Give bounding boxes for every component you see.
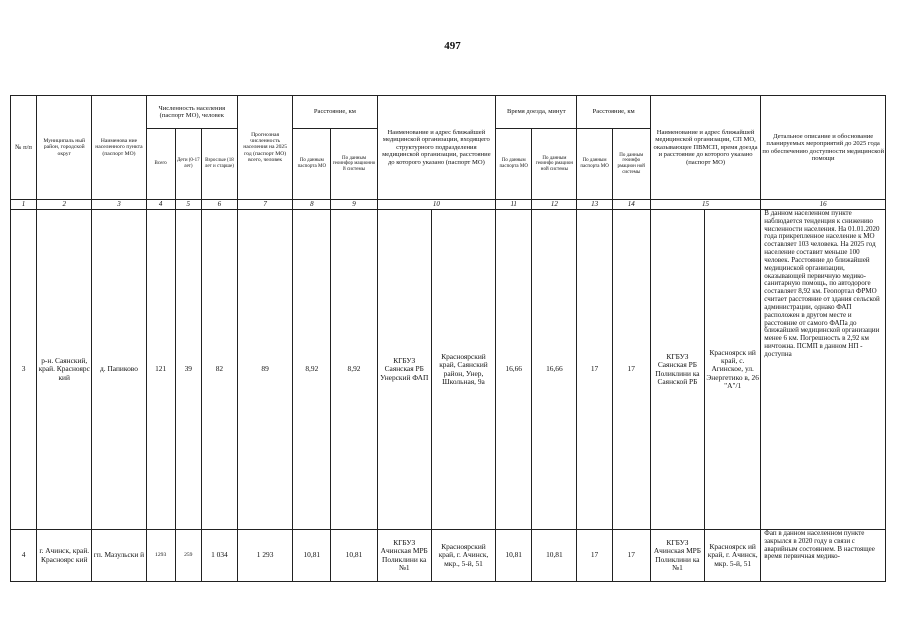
pvmsp-address-cell: Красноярск ий край, с. Агинское, ул. Энергетико в, 26 "А"/1: [705, 210, 761, 530]
column-number: 13: [577, 200, 612, 210]
population-adults-cell: 1 034: [201, 530, 237, 582]
population-total-cell: 1293: [146, 530, 175, 582]
distance-geo-cell: 8,92: [331, 210, 377, 530]
column-number: 3: [92, 200, 146, 210]
pvmsp-name-cell: КГБУЗ Ачинская МРБ Поликлини ка №1: [650, 530, 704, 582]
distance2-passport-cell: 17: [577, 530, 612, 582]
mo-address-cell: Красноярский край, Саянский район, Унер, Школьная, 9а: [431, 210, 495, 530]
pvmsp-address-cell: Красноярск ий край, г. Ачинск, мкр. 5-й, 51: [705, 530, 761, 582]
header-time-passport: По данным паспорта МО: [496, 129, 532, 200]
header-distance-geo: По данным геоинфор мационно й системы: [331, 129, 377, 200]
population-adults-cell: 82: [201, 210, 237, 530]
distance-geo-cell: 10,81: [331, 530, 377, 582]
population-children-cell: 259: [175, 530, 201, 582]
time-geo-cell: 10,81: [532, 530, 577, 582]
column-number: 8: [293, 200, 331, 210]
settlement-cell: гп. Мазульски й: [92, 530, 146, 582]
header-distance2-passport: По данным паспорта МО: [577, 129, 612, 200]
table-row: [11, 530, 886, 582]
header-population-total: Всего: [146, 129, 175, 200]
pvmsp-name-cell: КГБУЗ Саянская РБ Поликлини ка Саянской РБ: [650, 210, 704, 530]
header-time-geo: По данным геоинфо рмацион ной системы: [532, 129, 577, 200]
column-number: 6: [201, 200, 237, 210]
forecast-cell: 89: [238, 210, 293, 530]
page-number: 497: [444, 40, 461, 52]
header-description: Детальное описание и обоснование планируемых мероприятий до 2025 года по обеспечению доступности медицинской помощи: [761, 96, 886, 200]
header-nearest-pvmsp: Наименование и адрес ближайшей медицинской организации, СП МО, оказывающее ПВМСП, время доезда и расстояние до которого указано (паспорт МО): [650, 96, 760, 200]
distance2-geo-cell: 17: [612, 530, 650, 582]
column-number: 9: [331, 200, 377, 210]
header-distance2-geo: По данным геоинфо рмацион ной системы: [612, 129, 650, 200]
mo-address-cell: Красноярский край, г. Ачинск, мкр., 5-й, 51: [431, 530, 495, 582]
header-nearest-mo: Наименование и адрес ближайшей медицинской организации, входящего структурного подразделения медицинской организации, расстояние до которого указано (паспорт МО): [377, 96, 496, 200]
time-geo-cell: 16,66: [532, 210, 577, 530]
time-passport-cell: 16,66: [496, 210, 532, 530]
distance2-passport-cell: 17: [577, 210, 612, 530]
column-number: 2: [37, 200, 92, 210]
population-total-cell: 121: [146, 210, 175, 530]
header-population-children: Дети (0-17 лет): [175, 129, 201, 200]
distance2-geo-cell: 17: [612, 210, 650, 530]
settlements-table: [10, 95, 886, 582]
header-population-adults: Взрослые (18 лет и старше): [201, 129, 237, 200]
column-number: 1: [11, 200, 37, 210]
row-number: 4: [11, 530, 37, 582]
forecast-cell: 1 293: [238, 530, 293, 582]
description-cell: В данном населенном пункте наблюдается тенденция к снижению численности населения. На 01.01.2020 года прикрепленное население к МО составляет 103 человека. На 2025 год население составит меньше 100 человек. Расстояние до ближайшей медицинской организации, оказывающей первичную медико-санитарную помощь, по автодороге составляет 8,92 км. Геопортал ФРМО считает расстояние от здания сельской администрации, однако ФАП расположен в другом месте и расстояние от самого ФАПа до ближайшей медицинской организации менее 6 км. Погрешность в 2,92 км ничтожна. ПСМП в данном НП - доступна: [761, 210, 886, 530]
header-distance-passport: По данным паспорта МО: [293, 129, 331, 200]
column-number: 7: [238, 200, 293, 210]
header-distance2-group: Расстояние, км: [577, 96, 650, 129]
distance-passport-cell: 10,81: [293, 530, 331, 582]
column-number: 15: [650, 200, 760, 210]
column-number: 12: [532, 200, 577, 210]
header-forecast: Прогнозная численность населения на 2025 год (паспорт МО) всего, человек: [238, 96, 293, 200]
settlement-cell: д. Папиково: [92, 210, 146, 530]
column-number-row: [11, 200, 886, 210]
description-cell: Фап в данном населенном пункте закрылся в 2020 году в связи с аварийным состоянием. В настоящее время первичная медико-: [761, 530, 886, 582]
header-travel-time-group: Время доезда, минут: [496, 96, 577, 129]
header-row-number: № п/п: [11, 96, 37, 200]
time-passport-cell: 10,81: [496, 530, 532, 582]
column-number: 5: [175, 200, 201, 210]
header-district: Муниципаль ный район, городской округ: [37, 96, 92, 200]
header-population-group: Численность населения (паспорт МО), человек: [146, 96, 237, 129]
mo-name-cell: КГБУЗ Ачинская МРБ Поликлини ка №1: [377, 530, 431, 582]
column-number: 16: [761, 200, 886, 210]
district-cell: г. Ачинск, край. Красноярс кий: [37, 530, 92, 582]
table-row: [11, 210, 886, 530]
column-number: 4: [146, 200, 175, 210]
distance-passport-cell: 8,92: [293, 210, 331, 530]
header-settlement: Наименова ние населенного пункта (паспорт МО): [92, 96, 146, 200]
mo-name-cell: КГБУЗ Саянская РБ Унерский ФАП: [377, 210, 431, 530]
header-distance-group: Расстояние, км: [293, 96, 377, 129]
column-number: 11: [496, 200, 532, 210]
population-children-cell: 39: [175, 210, 201, 530]
column-number: 14: [612, 200, 650, 210]
district-cell: р-н. Саянский, край. Красноярс кий: [37, 210, 92, 530]
column-number: 10: [377, 200, 496, 210]
row-number: 3: [11, 210, 37, 530]
